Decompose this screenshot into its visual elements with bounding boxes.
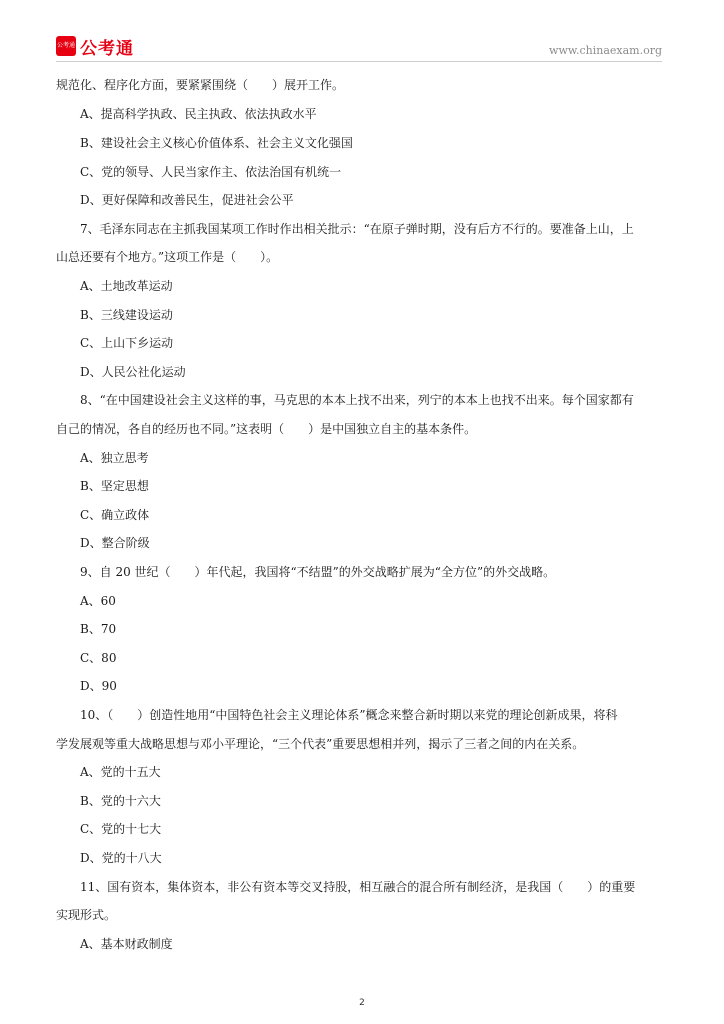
question-7-continued: 山总还要有个地方。”这项工作是（ ）。 — [56, 250, 279, 264]
question-7: 7、毛泽东同志在主抓我国某项工作时作出相关批示：“在原子弹时期，没有后方不行的。要准备上山，上 — [80, 222, 634, 236]
option-a: A、党的十五大 — [80, 765, 161, 779]
option-b: B、坚定思想 — [80, 479, 149, 493]
question-8-continued: 自己的情况，各自的经历也不同。”这表明（ ）是中国独立自主的基本条件。 — [56, 422, 477, 436]
page-header — [56, 34, 662, 60]
option-c: C、确立政体 — [80, 508, 150, 522]
question-11: 11、国有资本，集体资本，非公有资本等交叉持股，相互融合的混合所有制经济，是我国（ ）的重要 — [80, 880, 636, 894]
option-b: B、建设社会主义核心价值体系、社会主义文化强国 — [80, 136, 353, 150]
option-a: A、土地改革运动 — [80, 279, 173, 293]
logo-badge-icon: 公考通 — [56, 36, 76, 56]
option-b: B、党的十六大 — [80, 794, 161, 808]
option-d: D、更好保障和改善民生，促进社会公平 — [80, 193, 294, 207]
option-c: C、上山下乡运动 — [80, 336, 174, 350]
option-c: C、80 — [80, 651, 117, 665]
option-c: C、党的领导、人民当家作主、依法治国有机统一 — [80, 165, 342, 179]
option-b: B、三线建设运动 — [80, 308, 173, 322]
site-url: www.chinaexam.org — [549, 44, 662, 57]
header-divider — [56, 61, 662, 62]
option-d: D、90 — [80, 679, 117, 693]
question-text-continued: 规范化、程序化方面，要紧紧围绕（ ）展开工作。 — [56, 78, 345, 92]
logo-text: 公考通 — [80, 38, 134, 59]
question-8: 8、“在中国建设社会主义这样的事，马克思的本本上找不出来，列宁的本本上也找不出来。每个国家都有 — [80, 393, 634, 407]
page-number: 2 — [359, 998, 365, 1008]
question-9: 9、自 20 世纪（ ）年代起，我国将“不结盟”的外交战略扩展为“全方位”的外交战略。 — [80, 565, 556, 579]
option-d: D、人民公社化运动 — [80, 365, 186, 379]
question-11-continued: 实现形式。 — [56, 908, 117, 922]
question-10: 10、（ ）创造性地用“中国特色社会主义理论体系”概念来整合新时期以来党的理论创新成果，将科 — [80, 708, 618, 722]
option-d: D、党的十八大 — [80, 851, 162, 865]
logo — [56, 34, 134, 58]
option-a: A、基本财政制度 — [80, 937, 173, 951]
option-c: C、党的十七大 — [80, 822, 162, 836]
question-10-continued: 学发展观等重大战略思想与邓小平理论，“三个代表”重要思想相并列，揭示了三者之间的内在关系。 — [56, 737, 585, 751]
option-a: A、60 — [80, 594, 116, 608]
option-a: A、独立思考 — [80, 451, 149, 465]
option-b: B、70 — [80, 622, 117, 636]
option-a: A、提高科学执政、民主执政、依法执政水平 — [80, 107, 317, 121]
option-d: D、整合阶级 — [80, 536, 150, 550]
